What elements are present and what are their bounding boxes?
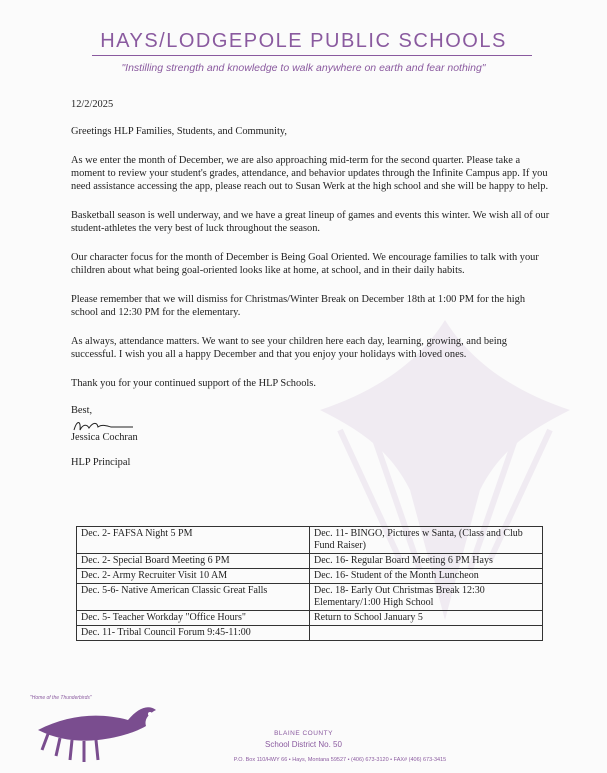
table-row [77,626,543,641]
paragraph-winter-break: Please remember that we will dismiss for Christmas/Winter Break on December 18th at 1:00 PM for the high school and 12:30 PM for the elementary. [71,294,526,318]
header-divider [92,55,532,56]
event-cell [310,626,543,641]
letter-greeting: Greetings HLP Families, Students, and Community, [71,126,287,137]
event-cell: Dec. 11- Tribal Council Forum 9:45-11:00 [77,626,310,641]
letter-closing: Best, [71,405,93,416]
school-motto: "Instilling strength and knowledge to walk anywhere on earth and fear nothing" [121,62,486,74]
footer-address: P.O. Box 110/HWY 66 • Hays, Montana 59527 • (406) 673-3120 • FAX# (406) 673-3415 [233,757,447,763]
footer-district: School District No. 50 [265,740,342,749]
table-row [77,584,543,611]
letter-body [71,98,551,469]
table-row [77,611,543,626]
events-table [76,526,543,641]
event-cell: Dec. 16- Student of the Month Luncheon [310,569,543,584]
event-cell: Dec. 5-6- Native American Classic Great Falls [77,584,310,611]
logo-tagline: "Home of the Thunderbirds" [30,695,92,701]
letter-date: 12/2/2025 [71,99,114,110]
paragraph-character-focus: Our character focus for the month of December is Being Goal Oriented. We encourage families to talk with your children about what being goal-oriented looks like at home, at school, and in their daily habits. [71,252,539,276]
event-cell: Dec. 16- Regular Board Meeting 6 PM Hays [310,554,543,569]
paragraph-basketball: Basketball season is well underway, and we have a great lineup of games and events this winter. We wish all of our student-athletes the very best of luck throughout the season. [71,210,550,234]
signer-title: HLP Principal [71,457,131,468]
paragraph-attendance: As always, attendance matters. We want to see your children here each day, learning, growing, and being successful. I wish you all a happy December and that you enjoy your holidays with loved ones. [71,336,507,360]
table-row [77,569,543,584]
table-row [77,527,543,554]
table-row [77,554,543,569]
event-cell: Dec. 2- Special Board Meeting 6 PM [77,554,310,569]
event-cell: Dec. 2- Army Recruiter Visit 10 AM [77,569,310,584]
school-name-header: HAYS/LODGEPOLE PUBLIC SCHOOLS [100,30,507,52]
paragraph-grades: As we enter the month of December, we are also approaching mid-term for the second quarter. Please take a moment to review your student's grades, attendance, and behavior updates through the Infinite Campus app. If you need assistance accessing the app, please reach out to Susan Werk at the high school and she will be happy to help. [71,155,549,192]
event-cell: Dec. 11- BINGO, Pictures w Santa, (Class and Club Fund Raiser) [310,527,543,554]
event-cell: Return to School January 5 [310,611,543,626]
signer-name: Jessica Cochran [71,432,138,443]
footer-county: BLAINE COUNTY [274,730,333,737]
event-cell: Dec. 5- Teacher Workday "Office Hours" [77,611,310,626]
event-cell: Dec. 18- Early Out Christmas Break 12:30 Elementary/1:00 High School [310,584,543,611]
paragraph-thanks: Thank you for your continued support of the HLP Schools. [71,378,316,389]
event-cell: Dec. 2- FAFSA Night 5 PM [77,527,310,554]
